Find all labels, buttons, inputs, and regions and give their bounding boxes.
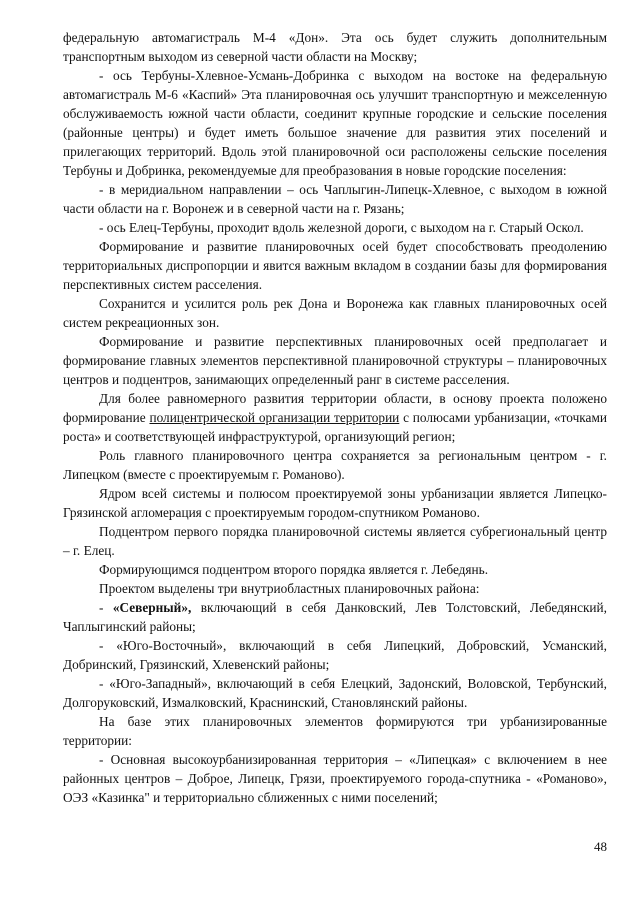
paragraph: Сохранится и усилится роль рек Дона и Воронежа как главных планировочных осей систем рекреационных зон. [63, 296, 607, 330]
text: включающий в себя Данковский, Лев Толстовский, Лебедянский, Чаплыгинский районы; [63, 600, 607, 634]
underlined-term: полицентрической организации территории [149, 410, 400, 425]
paragraph: федеральную автомагистраль М-4 «Дон». Эта ось будет служить дополнительным транспортным выходом из северной части области на Москву; [63, 30, 607, 64]
paragraph: Подцентром первого порядка планировочной системы является субрегиональный центр – г. Елец. [63, 524, 607, 558]
bold-term: «Северный», [112, 600, 192, 615]
paragraph-northern-district [63, 598, 607, 636]
document-page [63, 28, 607, 807]
paragraph: Роль главного планировочного центра сохраняется за региональным центром - г. Липецком (вместе с проектируемым г. Романово). [63, 448, 607, 482]
paragraph: - ось Тербуны-Хлевное-Усмань-Добринка с выходом на востоке на федеральную автомагистраль М-6 «Каспий» Эта планировочная ось улучшит транспортную и межселенную обслуживаемость южной части области, соединит крупные городские и сельские поселения (районные центры) и будет иметь большое значение для развития этих поселений и прилегающих территорий. Вдоль этой планировочной оси расположены сельские поселения Тербуны и Добринка, рекомендуемые для преобразования в новые городские поселения: [63, 68, 607, 178]
paragraph: Формирующимся подцентром второго порядка является г. Лебедянь. [99, 562, 489, 577]
text: - [99, 600, 113, 615]
page-number: 48 [594, 839, 607, 854]
paragraph-polycentric [63, 389, 607, 446]
paragraph: Формирование и развитие перспективных планировочных осей предполагает и формирование главных элементов перспективной планировочной структуры – планировочных центров и подцентров, занимающих определенный ранг в системе расселения. [63, 334, 607, 387]
paragraph: Ядром всей системы и полюсом проектируемой зоны урбанизации является Липецко-Грязинской агломерация с проектируемым городом-спутником Романово. [63, 486, 607, 520]
paragraph: - ось Елец-Тербуны, проходит вдоль железной дороги, с выходом на г. Старый Оскол. [99, 220, 584, 235]
paragraph: - «Юго-Восточный», включающий в себя Липецкий, Добровский, Усманский, Добринский, Грязинский, Хлевенский районы; [63, 638, 607, 672]
paragraph: - в меридиальном направлении – ось Чаплыгин-Липецк-Хлевное, с выходом в южной части области на г. Воронеж и в северной части на г. Рязань; [63, 182, 607, 216]
paragraph: Формирование и развитие планировочных осей будет способствовать преодолению территориальных диспропорции и явится важным вкладом в создании базы для формирования перспективных систем расселения. [63, 239, 607, 292]
paragraph: - Основная высокоурбанизированная территория – «Липецкая» с включением в нее районных центров – Доброе, Липецк, Грязи, проектируемого города-спутника - «Романово», ОЭЗ «Казинка" и территориально сближенных с ними поселений; [63, 752, 607, 805]
paragraph: Проектом выделены три внутриобластных планировочных района: [99, 581, 480, 596]
paragraph: - «Юго-Западный», включающий в себя Елецкий, Задонский, Воловской, Тербунский, Долгоруковский, Измалковский, Краснинский, Становлянский районы. [63, 676, 607, 710]
text: с полюсами урбанизации, «точками роста» и соответствующей инфраструктурой, организующий регион; [63, 410, 607, 444]
paragraph: На базе этих планировочных элементов формируются три урбанизированные территории: [63, 714, 607, 748]
text: Для более равномерного развития территории области, в основу проекта положено формирование [63, 391, 607, 425]
